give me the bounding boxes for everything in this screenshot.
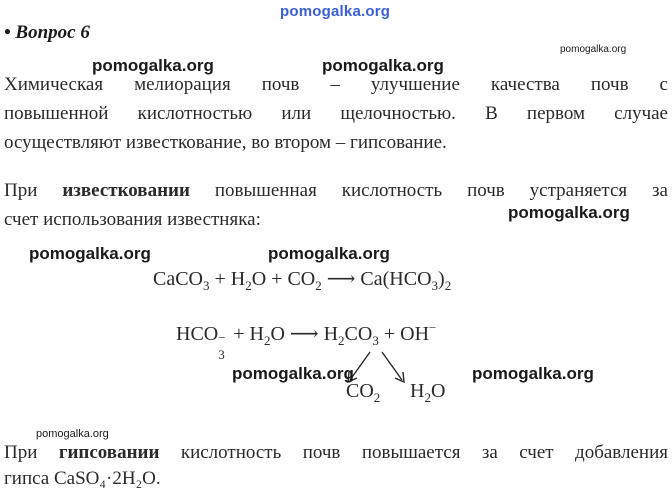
product-co2: $CO_2$ bbox=[346, 380, 381, 405]
watermark-lower-right: pomogalka.org bbox=[472, 364, 594, 383]
paragraph-2-line-2: счет использования известняка: bbox=[4, 209, 261, 230]
watermark-small-right: pomogalka.org bbox=[560, 44, 627, 55]
term-liming: известковании bbox=[62, 180, 190, 201]
reaction-arrow: ⟶ bbox=[321, 268, 361, 290]
paragraph-1-line-1: Химическая мелиорация почв – улучшение качества почв с bbox=[4, 74, 668, 95]
watermark-line1-a: pomogalka.org bbox=[92, 56, 214, 75]
watermark-bottom-small: pomogalka.org bbox=[36, 428, 109, 440]
reaction-arrow: ⟶ bbox=[284, 323, 324, 345]
watermark-mid-right: pomogalka.org bbox=[508, 203, 630, 222]
product-h2o: $H_2O$ bbox=[410, 380, 446, 405]
watermark-line1-b: pomogalka.org bbox=[322, 56, 444, 75]
paragraph-3-line-2: гипса CaSO₄·2H₂O. bbox=[4, 468, 161, 489]
question-heading: • Вопрос 6 bbox=[4, 22, 90, 43]
paragraph-3-rest: кислотность почв повышается за счет добавления bbox=[159, 442, 669, 463]
equation-1: CaCO$_3$ + $H_2O + CO_2$ ⟶ $Ca(HCO_3)_2$ bbox=[153, 268, 452, 293]
watermark-top: pomogalka.org bbox=[280, 3, 391, 20]
paragraph-1-line-3: осуществляют известкование, во втором – гипсование. bbox=[4, 132, 447, 153]
watermark-eq-center: pomogalka.org bbox=[268, 244, 390, 263]
equation-2: HCO − 3 + $H_2O$ ⟶ $H_2CO_3 + OH^-$ bbox=[176, 320, 437, 362]
paragraph-2-line-1 bbox=[4, 176, 668, 205]
paragraph-1-line-2: повышенной кислотностью или щелочностью. В первом случае bbox=[4, 103, 668, 124]
watermark-lower-left: pomogalka.org bbox=[232, 364, 354, 383]
paragraph-3-line-1 bbox=[4, 438, 668, 467]
watermark-eq-left: pomogalka.org bbox=[29, 244, 151, 263]
paragraph-2-prefix: При bbox=[4, 180, 63, 201]
paragraph-2-rest: повышенная кислотность почв устраняется за bbox=[189, 180, 668, 201]
paragraph-3-prefix: При bbox=[4, 442, 59, 463]
term-gypsum: гипсовании bbox=[58, 442, 160, 463]
